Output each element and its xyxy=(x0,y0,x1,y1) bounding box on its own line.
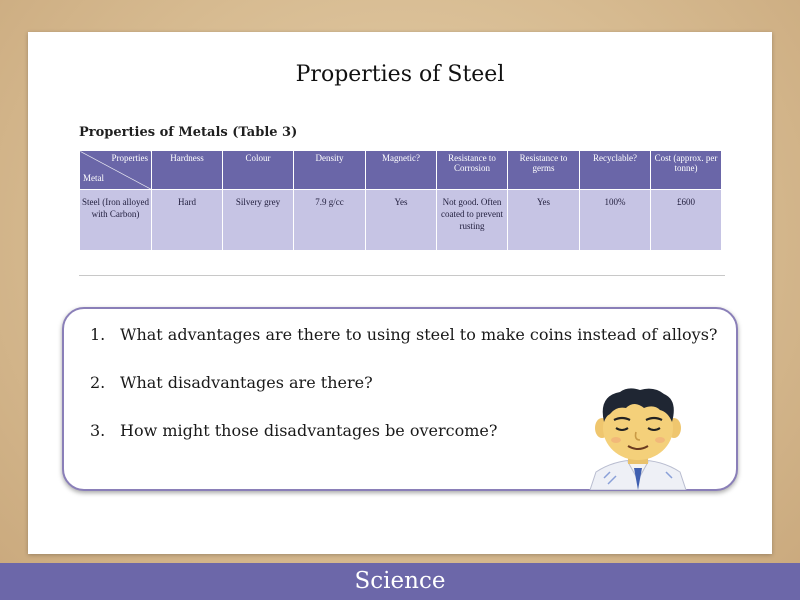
header-hardness: Hardness xyxy=(152,151,223,190)
corner-properties-label: Properties xyxy=(111,153,148,163)
cell-corrosion: Not good. Often coated to prevent rusting xyxy=(437,190,508,251)
question-text: What advantages are there to using steel to make coins instead of alloys? xyxy=(120,325,718,344)
cell-germs: Yes xyxy=(508,190,580,251)
header-magnetic: Magnetic? xyxy=(366,151,437,190)
slide-title: Properties of Steel xyxy=(295,62,505,87)
properties-table xyxy=(79,150,722,251)
question-number: 3. xyxy=(90,421,106,440)
cell-metal: Steel (Iron alloyed with Carbon) xyxy=(80,190,152,251)
header-recyclable: Recyclable? xyxy=(580,151,651,190)
header-colour: Colour xyxy=(223,151,294,190)
corner-metal-label: Metal xyxy=(83,173,104,183)
cell-density: 7.9 g/cc xyxy=(294,190,366,251)
cell-colour: Silvery grey xyxy=(223,190,294,251)
question-item xyxy=(90,323,720,347)
question-number: 1. xyxy=(90,325,106,344)
table-caption: Properties of Metals (Table 3) xyxy=(79,125,298,140)
scientist-avatar-icon xyxy=(584,386,692,490)
cell-magnetic: Yes xyxy=(366,190,437,251)
question-text: How might those disadvantages be overcome? xyxy=(120,421,498,440)
cell-cost: £600 xyxy=(651,190,722,251)
table-header-row xyxy=(80,151,722,190)
question-text: What disadvantages are there? xyxy=(120,373,373,392)
divider-line xyxy=(79,275,725,276)
header-density: Density xyxy=(294,151,366,190)
footer-bar xyxy=(0,563,800,600)
header-corrosion: Resistance to Corrosion xyxy=(437,151,508,190)
slide xyxy=(28,32,772,554)
question-number: 2. xyxy=(90,373,106,392)
header-germs: Resistance to germs xyxy=(508,151,580,190)
header-cost: Cost (approx. per tonne) xyxy=(651,151,722,190)
corner-header xyxy=(80,151,152,190)
footer-label: Science xyxy=(354,568,446,594)
cell-hardness: Hard xyxy=(152,190,223,251)
cell-recyclable: 100% xyxy=(580,190,651,251)
table-row xyxy=(80,190,722,251)
